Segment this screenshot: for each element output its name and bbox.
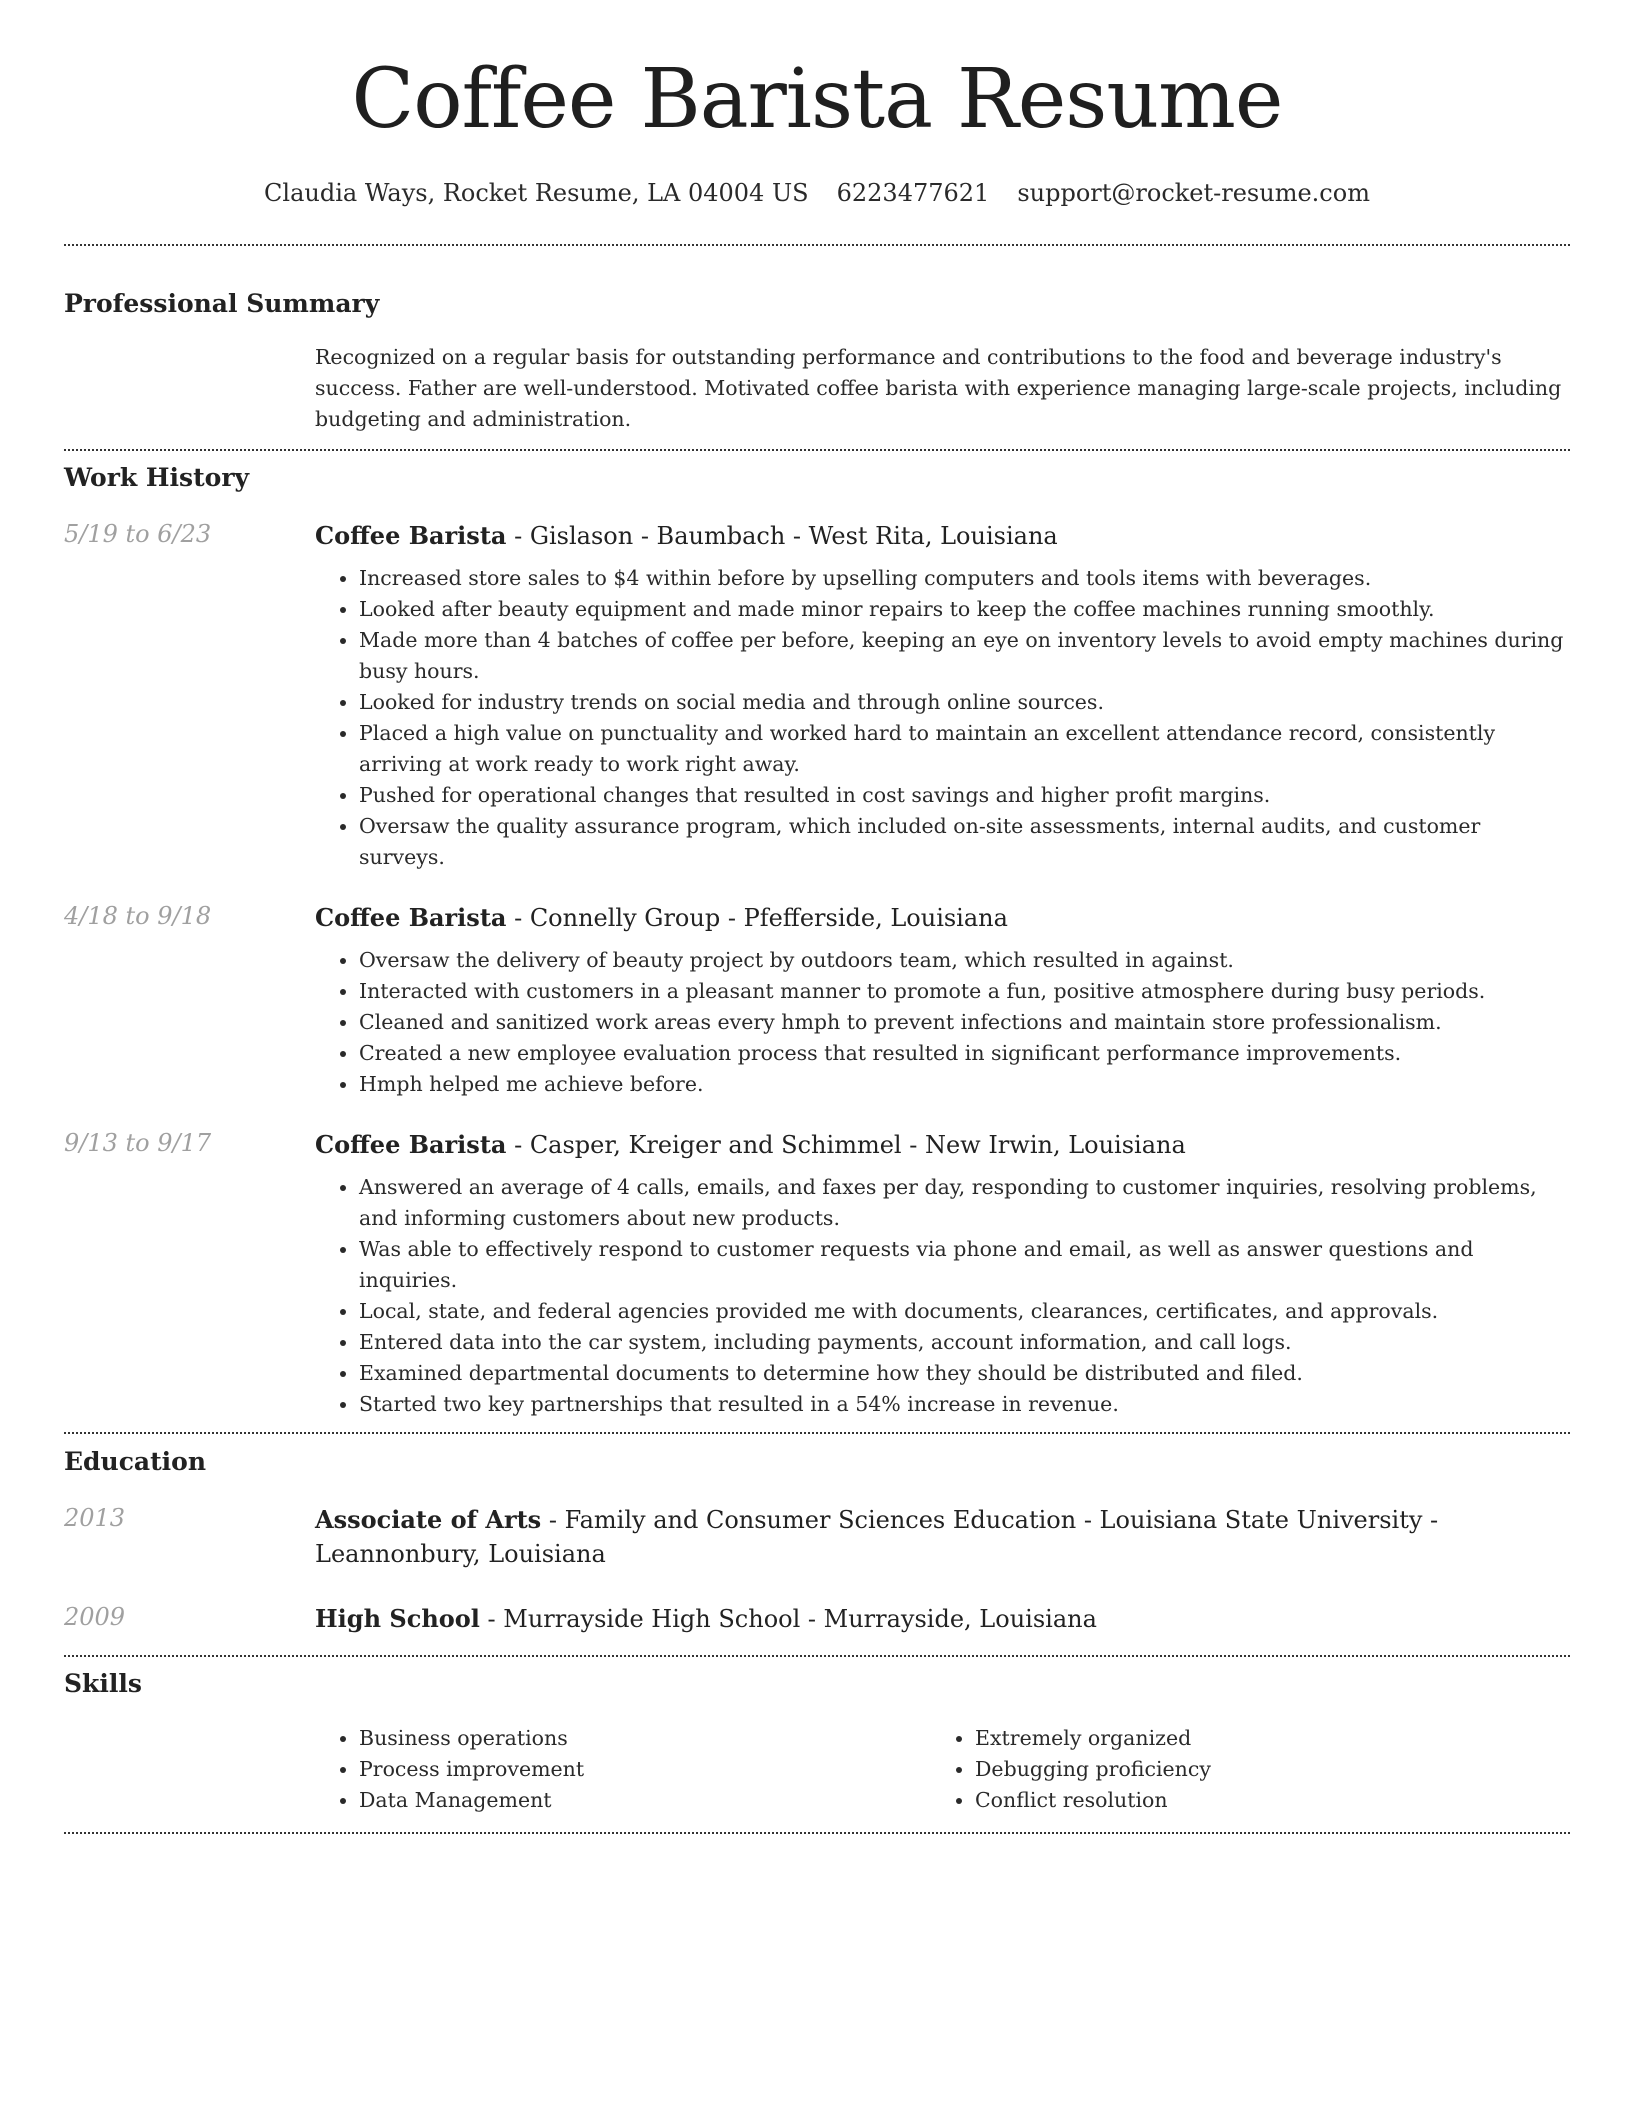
skill-item: • Data Management xyxy=(359,1785,931,1816)
education-heading: Education xyxy=(64,1447,207,1476)
job-entry xyxy=(64,901,1570,1100)
education-details xyxy=(315,1602,1570,1636)
work-history-section xyxy=(64,463,1570,1420)
section-divider xyxy=(64,1655,1570,1657)
skills-column-right xyxy=(931,1723,1547,1816)
resume-title: Coffee Barista Resume xyxy=(351,52,1283,147)
skills-heading: Skills xyxy=(64,1669,142,1698)
list-item: • Examined departmental documents to determine how they should be distributed and filed. xyxy=(359,1358,1570,1389)
resume-page xyxy=(64,0,1570,1834)
list-item: • Answered an average of 4 calls, emails, and faxes per day, responding to customer inquiries, resolving problems, and informing customers about new products. xyxy=(359,1172,1570,1234)
job-employer: - Casper, Kreiger and Schimmel - New Irwin, Louisiana xyxy=(506,1131,1186,1159)
list-item: • Oversaw the delivery of beauty project by outdoors team, which resulted in against. xyxy=(359,945,1570,976)
list-item: • Started two key partnerships that resulted in a 54% increase in revenue. xyxy=(359,1389,1570,1420)
list-item: • Cleaned and sanitized work areas every hmph to prevent infections and maintain store professionalism. xyxy=(359,1007,1570,1038)
list-item: • Entered data into the car system, including payments, account information, and call logs. xyxy=(359,1327,1570,1358)
summary-section xyxy=(64,289,1570,435)
list-item: • Looked after beauty equipment and made minor repairs to keep the coffee machines running smoothly. xyxy=(359,594,1570,625)
education-entry xyxy=(64,1503,1570,1571)
skill-item: • Debugging proficiency xyxy=(975,1754,1547,1785)
job-title xyxy=(315,901,1570,935)
skill-item: • Business operations xyxy=(359,1723,931,1754)
job-title xyxy=(315,1128,1570,1162)
list-item: • Placed a high value on punctuality and worked hard to maintain an excellent attendance record, consistently arriving at work ready to work right away. xyxy=(359,718,1570,780)
contact-email: support@rocket-resume.com xyxy=(1017,179,1370,207)
education-details xyxy=(315,1503,1570,1571)
education-degree: High School xyxy=(315,1604,480,1633)
job-bullets xyxy=(315,563,1570,873)
contact-phone: 6223477621 xyxy=(836,179,990,207)
education-year: 2009 xyxy=(64,1603,126,1631)
education-degree: Associate of Arts xyxy=(315,1505,542,1534)
contact-address: Claudia Ways, Rocket Resume, LA 04004 US xyxy=(264,179,809,207)
job-title xyxy=(315,519,1570,553)
skill-item: • Process improvement xyxy=(359,1754,931,1785)
education-school: - Family and Consumer Sciences Education - Louisiana State University - Leannonbury, Louisiana xyxy=(315,1506,1439,1568)
list-item: • Pushed for operational changes that resulted in cost savings and higher profit margins. xyxy=(359,780,1570,811)
skills-section xyxy=(64,1669,1570,1816)
summary-text: Recognized on a regular basis for outstanding performance and contributions to the food and beverage industry's success. Father are well-understood. Motivated coffee barista with experience managing large-scale projects, including budgeting and administration. xyxy=(315,345,1562,431)
skills-list xyxy=(315,1723,1570,1816)
list-item: • Made more than 4 batches of coffee per before, keeping an eye on inventory levels to avoid empty machines during busy hours. xyxy=(359,625,1570,687)
job-employer: - Gislason - Baumbach - West Rita, Louisiana xyxy=(506,522,1058,550)
list-item: • Increased store sales to $4 within before by upselling computers and tools items with beverages. xyxy=(359,563,1570,594)
education-section xyxy=(64,1447,1570,1636)
section-divider xyxy=(64,1432,1570,1434)
job-dates: 9/13 to 9/17 xyxy=(64,1129,212,1157)
list-item: • Created a new employee evaluation process that resulted in significant performance improvements. xyxy=(359,1038,1570,1069)
skill-item: • Extremely organized xyxy=(975,1723,1547,1754)
section-divider xyxy=(64,1832,1570,1834)
skill-item: • Conflict resolution xyxy=(975,1785,1547,1816)
job-entry xyxy=(64,1128,1570,1420)
education-year: 2013 xyxy=(64,1504,126,1532)
summary-heading: Professional Summary xyxy=(64,289,380,318)
job-role: Coffee Barista xyxy=(315,903,507,932)
list-item: • Looked for industry trends on social media and through online sources. xyxy=(359,687,1570,718)
section-divider xyxy=(64,244,1570,246)
job-role: Coffee Barista xyxy=(315,521,507,550)
work-history-heading: Work History xyxy=(64,463,250,492)
list-item: • Local, state, and federal agencies provided me with documents, clearances, certificates, and approvals. xyxy=(359,1296,1570,1327)
education-school: - Murrayside High School - Murrayside, Louisiana xyxy=(479,1605,1097,1633)
job-entry xyxy=(64,519,1570,873)
list-item: • Oversaw the quality assurance program, which included on-site assessments, internal audits, and customer surveys. xyxy=(359,811,1570,873)
job-employer: - Connelly Group - Pfefferside, Louisiana xyxy=(506,904,1008,932)
job-dates: 4/18 to 9/18 xyxy=(64,902,212,930)
contact-line xyxy=(64,178,1570,208)
education-entry xyxy=(64,1602,1570,1636)
list-item: • Hmph helped me achieve before. xyxy=(359,1069,1570,1100)
section-divider xyxy=(64,449,1570,451)
list-item: • Interacted with customers in a pleasant manner to promote a fun, positive atmosphere during busy periods. xyxy=(359,976,1570,1007)
skills-column-left xyxy=(315,1723,931,1816)
job-dates: 5/19 to 6/23 xyxy=(64,520,212,548)
job-bullets xyxy=(315,1172,1570,1420)
job-bullets xyxy=(315,945,1570,1100)
list-item: • Was able to effectively respond to customer requests via phone and email, as well as answer questions and inquiries. xyxy=(359,1234,1570,1296)
job-role: Coffee Barista xyxy=(315,1130,507,1159)
